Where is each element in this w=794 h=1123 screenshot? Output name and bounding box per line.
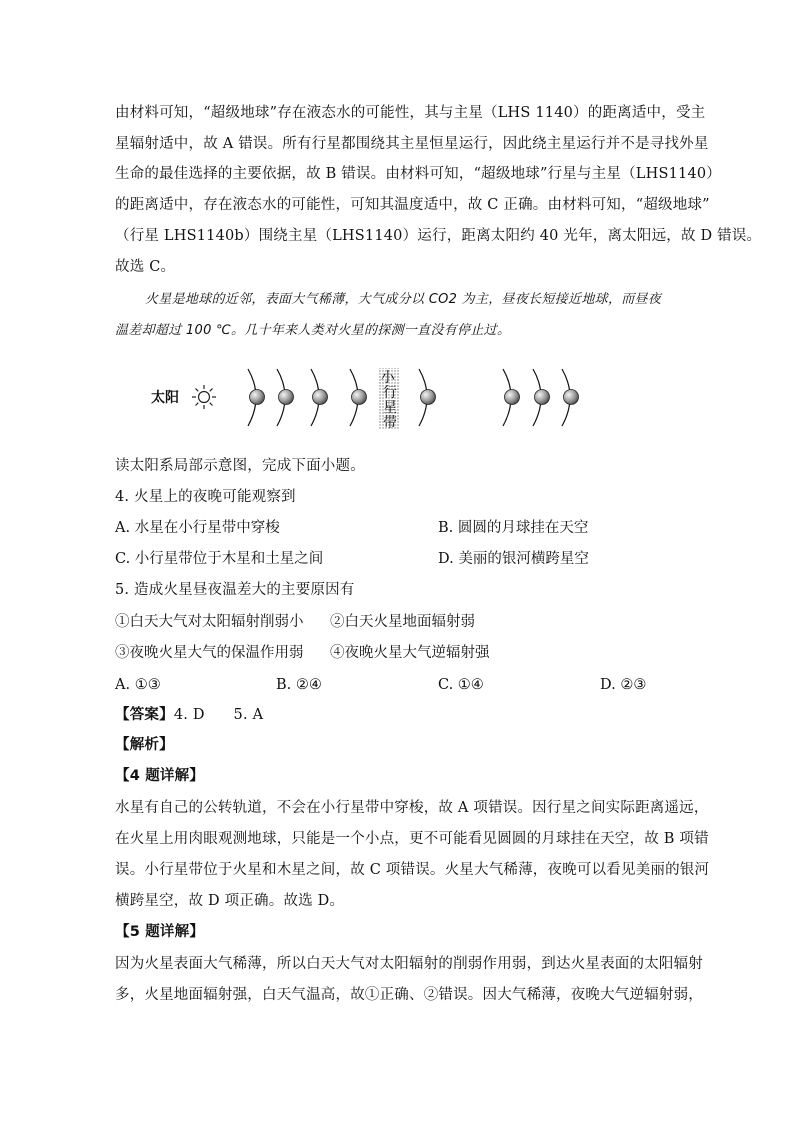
planet-neptune xyxy=(564,390,579,405)
q4-option-c: C. 小行星带位于木星和土星之间 xyxy=(115,551,324,567)
orbit-5 xyxy=(419,369,436,426)
q4-detail-line: 误。小行星带位于火星和木星之间，故 C 项错误。火星大气稀薄，夜晚可以看见美丽的银河 xyxy=(115,862,710,878)
material-line: 温差却超过 100 ℃。几十年来人类对火星的探测一直没有停止过。 xyxy=(115,323,511,338)
q4-detail-tag: 【4 题详解】 xyxy=(115,768,205,784)
planet-jupiter xyxy=(421,390,436,405)
explanation-line: 星辐射适中，故 A 错误。所有行星都围绕其主星恒星运行，因此绕主星运行并不是寻找外星 xyxy=(115,136,709,152)
q4-option-b: B. 圆圆的月球挂在天空 xyxy=(438,520,589,536)
orbit-3 xyxy=(311,369,328,426)
answer-text: 4. D 5. A xyxy=(173,707,264,723)
q4-detail-line: 在火星上用肉眼观测地球，只能是一个小点，更不可能看见圆圆的月球挂在天空，故 B 项错 xyxy=(115,831,709,847)
material-line: 火星是地球的近邻，表面大气稀薄，大气成分以 CO2 为主，昼夜长短接近地球，而昼夜 xyxy=(145,292,662,307)
orbit-2 xyxy=(277,369,294,426)
orbit-6 xyxy=(503,369,520,426)
q5-detail-tag: 【5 题详解】 xyxy=(115,924,205,940)
q5-option-d: D. ②③ xyxy=(600,677,647,693)
belt-char: 小 xyxy=(380,370,395,386)
q5-option-a: A. ①③ xyxy=(115,677,161,693)
planet-uranus xyxy=(535,390,550,405)
q5-detail-line: 多，火星地面辐射强，白天气温高，故①正确、②错误。因大气稀薄，夜晚大气逆辐射弱， xyxy=(115,987,703,1003)
explanation-line: 的距离适中，存在液态水的可能性，可知其温度适中，故 C 正确。由材料可知，“超级地球” xyxy=(115,197,710,213)
solar-system-diagram xyxy=(145,364,625,432)
instruction: 读太阳系局部示意图，完成下面小题。 xyxy=(115,458,365,474)
q5-item-4: ④夜晚火星大气逆辐射强 xyxy=(330,645,490,661)
question-4-stem: 4. 火星上的夜晚可能观察到 xyxy=(115,489,296,505)
belt-char: 行 xyxy=(383,385,397,401)
planet-venus xyxy=(279,390,294,405)
q5-option-b: B. ②④ xyxy=(276,677,322,693)
sun-label: 太阳 xyxy=(151,390,179,406)
explanation-line: 故选 C。 xyxy=(115,259,176,275)
answer-line xyxy=(115,705,263,725)
answer-tag: 【答案】 xyxy=(115,707,174,723)
explanation-line: （行星 LHS1140b）围绕主星（LHS1140）运行，距离太阳约 40 光年，离太阳远，故 D 错误。 xyxy=(115,228,762,244)
asteroid-belt xyxy=(379,368,400,431)
explanation-line: 生命的最佳选择的主要依据，故 B 错误。由材料可知，“超级地球”行星与主星（LHS1140） xyxy=(115,166,722,182)
q4-detail-line: 横跨星空，故 D 项正确。故选 D。 xyxy=(115,893,345,909)
planet-earth xyxy=(313,390,328,405)
analysis-tag: 【解析】 xyxy=(115,737,174,753)
sun-icon xyxy=(192,385,216,409)
orbit-7 xyxy=(533,369,550,426)
q4-option-d: D. 美丽的银河横跨星空 xyxy=(438,551,589,567)
q5-detail-line: 因为火星表面大气稀薄，所以白天大气对太阳辐射的削弱作用弱，到达火星表面的太阳辐射 xyxy=(115,956,703,972)
planet-mercury xyxy=(250,390,265,405)
explanation-line: 由材料可知，“超级地球”存在液态水的可能性，其与主星（LHS 1140）的距离适中，受主 xyxy=(115,105,706,121)
orbit-1 xyxy=(248,369,265,426)
orbit-8 xyxy=(562,369,579,426)
q5-item-1: ①白天大气对太阳辐射削弱小 xyxy=(115,614,304,630)
q5-item-3: ③夜晚火星大气的保温作用弱 xyxy=(115,645,304,661)
planet-saturn xyxy=(505,390,520,405)
q5-item-2: ②白天火星地面辐射弱 xyxy=(330,614,475,630)
asteroid-belt-label xyxy=(381,370,399,431)
q4-detail-line: 水星有自己的公转轨道，不会在小行星带中穿梭，故 A 项错误。因行星之间实际距离遥远， xyxy=(115,800,709,816)
question-5-stem: 5. 造成火星昼夜温差大的主要原因有 xyxy=(115,582,355,598)
q4-option-a: A. 水星在小行星带中穿梭 xyxy=(115,520,280,536)
belt-char: 星 xyxy=(383,400,397,416)
planet-mars xyxy=(352,390,367,405)
q5-option-c: C. ①④ xyxy=(438,677,484,693)
belt-char: 带 xyxy=(383,415,397,431)
orbit-4 xyxy=(350,369,367,426)
